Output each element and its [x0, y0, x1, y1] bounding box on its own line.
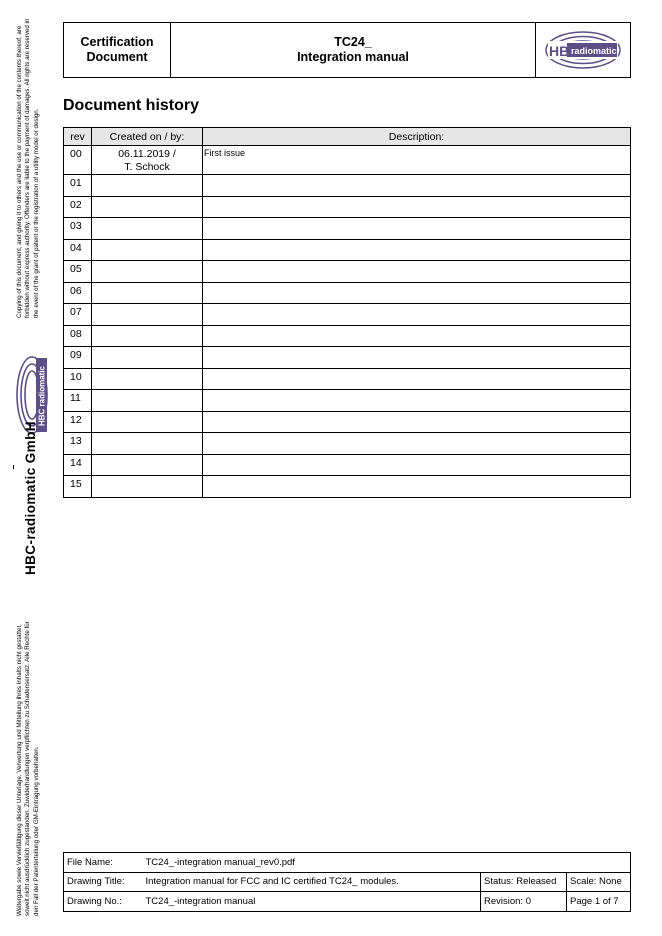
- description-cell: [203, 304, 631, 326]
- rev-cell: 11: [64, 390, 92, 412]
- created-cell: [92, 325, 203, 347]
- document-title-line1: TC24_: [334, 35, 372, 49]
- table-row: [64, 218, 631, 240]
- rev-cell: 03: [64, 218, 92, 240]
- svg-text:radiomatic: radiomatic: [571, 46, 617, 56]
- table-row: [64, 196, 631, 218]
- description-cell: [203, 368, 631, 390]
- rev-cell: 14: [64, 454, 92, 476]
- table-row: [64, 411, 631, 433]
- copyright-notice: Copying of this document, and giving it to others and the use or communication of the contents thereof, are forbidden without express authority. Offenders are liable to the payment of damages. All rights are reserved in the event of the grant of patent or the registration of a utility model or design.: [16, 18, 40, 318]
- created-date: 06.11.2019 /: [118, 148, 176, 160]
- description-cell: [203, 325, 631, 347]
- table-row: [64, 368, 631, 390]
- drawing-no-label: Drawing No.:: [64, 892, 143, 912]
- rev-cell: 15: [64, 476, 92, 498]
- table-row: [64, 433, 631, 455]
- created-cell: [92, 476, 203, 498]
- rev-cell: 04: [64, 239, 92, 261]
- created-cell: [92, 146, 203, 175]
- document-type-line1: Certification: [80, 35, 154, 49]
- table-row: [64, 175, 631, 197]
- created-cell: [92, 196, 203, 218]
- table-row: [64, 304, 631, 326]
- document-type-line2: Document: [86, 50, 148, 64]
- rev-cell: 08: [64, 325, 92, 347]
- created-cell: [92, 433, 203, 455]
- footer-row-drawing-no: [64, 892, 631, 912]
- rev-cell: 09: [64, 347, 92, 369]
- created-cell: [92, 218, 203, 240]
- drawing-title-value: Integration manual for FCC and IC certified TC24_ modules.: [143, 872, 481, 892]
- rev-cell: 02: [64, 196, 92, 218]
- description-cell: [203, 196, 631, 218]
- document-history-heading: Document history: [63, 97, 200, 114]
- rev-cell: 13: [64, 433, 92, 455]
- description-cell: [203, 347, 631, 369]
- document-history-table: [63, 127, 631, 498]
- created-cell: [92, 347, 203, 369]
- rev-cell: 00: [64, 146, 92, 175]
- created-cell: [92, 175, 203, 197]
- title-block: [63, 852, 631, 912]
- column-header-rev: rev: [64, 128, 92, 146]
- created-cell: [92, 304, 203, 326]
- drawing-title-label: Drawing Title:: [64, 872, 143, 892]
- logo-text-vertical: HBC radiomatic: [37, 365, 47, 426]
- description-cell: [203, 239, 631, 261]
- table-row: [64, 282, 631, 304]
- created-cell: [92, 282, 203, 304]
- description-cell: [203, 261, 631, 283]
- created-cell: [92, 368, 203, 390]
- document-title: [171, 23, 536, 77]
- created-cell: [92, 239, 203, 261]
- created-cell: [92, 261, 203, 283]
- table-header-row: [64, 128, 631, 146]
- rev-cell: 06: [64, 282, 92, 304]
- page-number-field: Page 1 of 7: [567, 892, 631, 912]
- svg-text:HBC: HBC: [549, 43, 580, 59]
- table-row: [64, 239, 631, 261]
- document-header: [63, 22, 631, 78]
- company-name: HBC-radiomatic GmbH: [23, 421, 38, 575]
- file-name-value: TC24_-integration manual_rev0.pdf: [143, 853, 631, 873]
- description-cell: [203, 411, 631, 433]
- margin-mark: [13, 465, 14, 469]
- file-name-label: File Name:: [64, 853, 143, 873]
- rev-cell: 01: [64, 175, 92, 197]
- table-row: [64, 454, 631, 476]
- status-field: Status: Released: [481, 872, 567, 892]
- rev-cell: 10: [64, 368, 92, 390]
- created-cell: [92, 411, 203, 433]
- table-row: [64, 390, 631, 412]
- scale-field: Scale: None: [567, 872, 631, 892]
- table-row: [64, 476, 631, 498]
- header-logo-cell: [536, 23, 630, 77]
- description-cell: [203, 390, 631, 412]
- created-by: T. Schock: [124, 160, 170, 173]
- drawing-no-value: TC24_-integration manual: [143, 892, 481, 912]
- description-cell: [203, 454, 631, 476]
- document-type: [64, 23, 171, 77]
- column-header-description: Description:: [203, 128, 631, 146]
- table-row: [64, 261, 631, 283]
- description-cell: [203, 433, 631, 455]
- weitergabe-notice: Weitergabe sowie Vervielfältigung dieser Unterlage, Verwertung und Mitteilung ihres Inhalts nicht gestattet, soweit nicht ausdrücklich zugestanden. Zuwiderhandlungen verpflichten zu Schadensersatz. Alle Rechte für den Fall der Patenterteilung oder GM-Eintragung vorbehalten.: [16, 621, 40, 916]
- rev-cell: 07: [64, 304, 92, 326]
- description-cell: [203, 476, 631, 498]
- footer-row-drawing-title: [64, 872, 631, 892]
- table-row: [64, 325, 631, 347]
- rev-cell: 12: [64, 411, 92, 433]
- description-cell: [203, 175, 631, 197]
- document-title-line2: Integration manual: [297, 50, 409, 64]
- revision-field: Revision: 0: [481, 892, 567, 912]
- rev-cell: 05: [64, 261, 92, 283]
- table-row: [64, 347, 631, 369]
- footer-row-file-name: [64, 853, 631, 873]
- created-cell: [92, 390, 203, 412]
- table-row: [64, 146, 631, 175]
- description-cell: First issue: [203, 146, 631, 175]
- column-header-created: Created on / by:: [92, 128, 203, 146]
- description-cell: [203, 218, 631, 240]
- description-cell: [203, 282, 631, 304]
- created-cell: [92, 454, 203, 476]
- hbc-logo: [544, 30, 622, 70]
